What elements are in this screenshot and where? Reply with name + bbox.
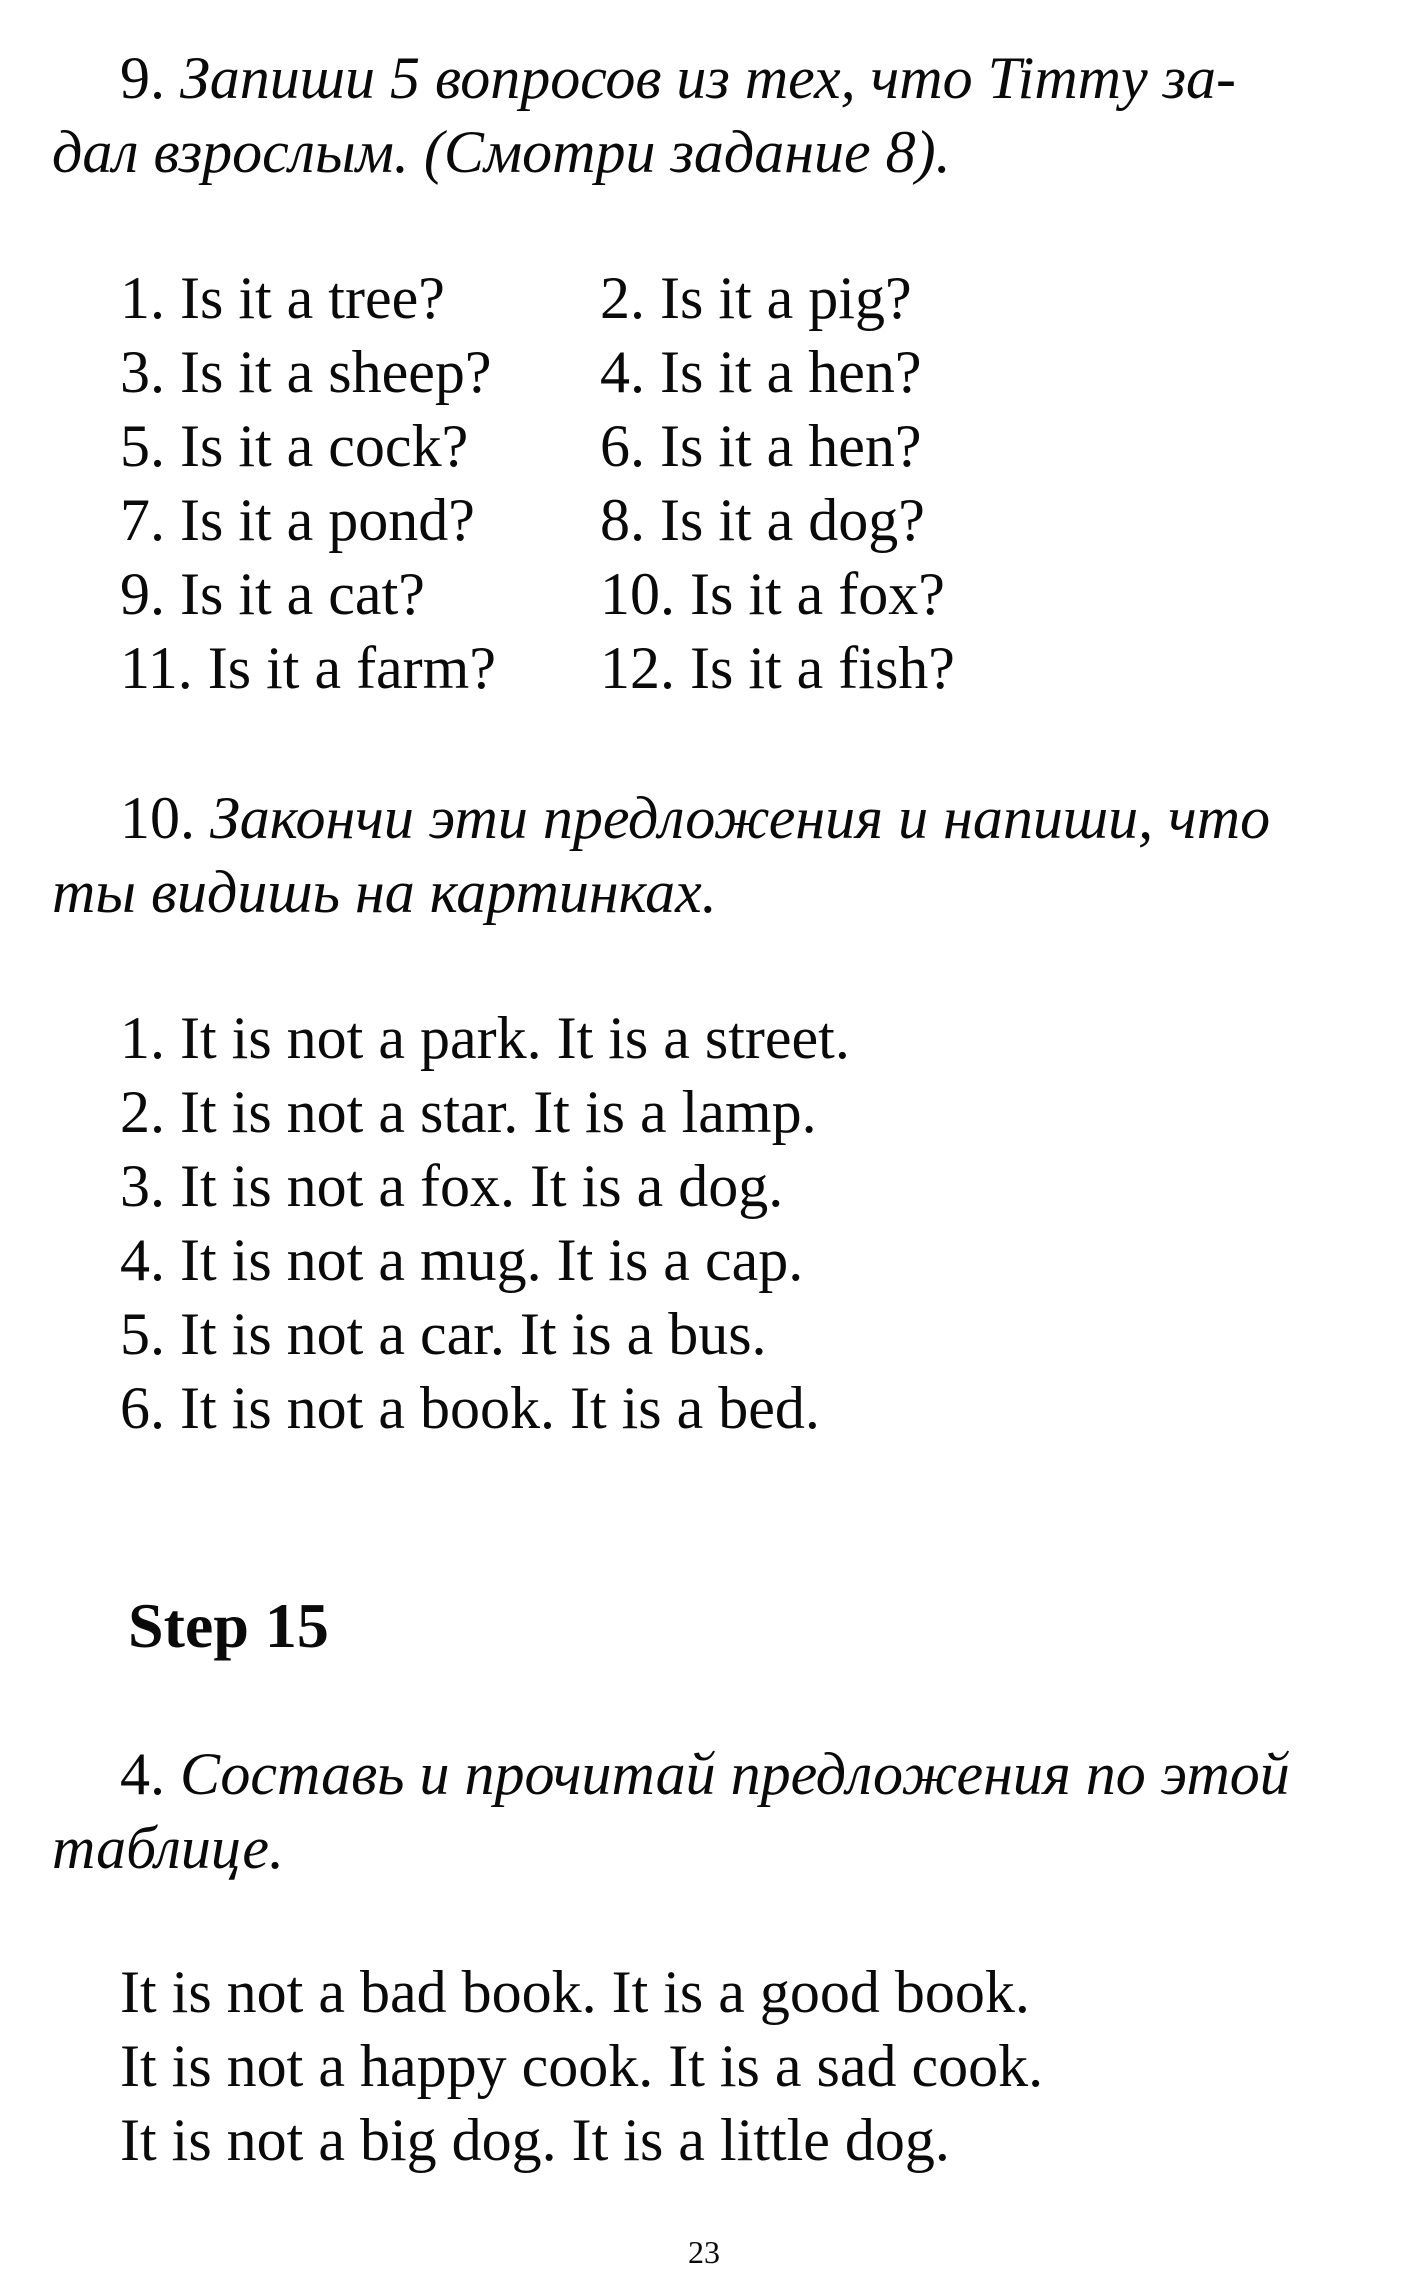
sentence-item: 4. It is not a mug. It is a cap. [120, 1227, 804, 1293]
question-item: 5. Is it a cock? [120, 413, 469, 479]
exercise-9-instruction-text: Запиши 5 вопросов из тех, что Timmy за- [180, 45, 1237, 111]
question-item: 2. Is it a pig? [600, 265, 912, 331]
question-item: 8. Is it a dog? [600, 487, 925, 553]
sentence-item: It is not a happy cook. It is a sad cook. [120, 2033, 1044, 2099]
question-item: 11. Is it a farm? [120, 635, 496, 701]
question-item: 7. Is it a pond? [120, 487, 475, 553]
exercise-4-instruction-line1 [120, 1741, 1290, 1807]
exercise-9-instruction-line2: дал взрослым. (Смотри задание 8). [52, 119, 951, 185]
exercise-4-number: 4. [120, 1741, 165, 1807]
sentence-item: 6. It is not a book. It is a bed. [120, 1375, 820, 1441]
question-item: 3. Is it a sheep? [120, 339, 492, 405]
exercise-4-instruction-text: Составь и прочитай предложения по этой [180, 1741, 1290, 1807]
exercise-9-number: 9. [120, 45, 165, 111]
exercise-10-instruction-line2: ты видишь на картинках. [52, 859, 717, 925]
question-item: 12. Is it a fish? [600, 635, 955, 701]
question-item: 1. Is it a tree? [120, 265, 445, 331]
sentence-item: It is not a bad book. It is a good book. [120, 1959, 1030, 2025]
sentence-item: 5. It is not a car. It is a bus. [120, 1301, 767, 1367]
step-heading: Step 15 [128, 1590, 329, 1661]
exercise-9-instruction-line1 [120, 45, 1237, 111]
exercise-10-instruction-text: Закончи эти предложения и напиши, что [210, 785, 1271, 851]
exercise-10-number: 10. [120, 785, 195, 851]
question-item: 4. Is it a hen? [600, 339, 922, 405]
page-number: 23 [688, 2234, 720, 2270]
sentence-item: It is not a big dog. It is a little dog. [120, 2107, 950, 2173]
exercise-4-instruction-line2: таблице. [52, 1815, 285, 1881]
exercise-10-instruction-line1 [120, 785, 1271, 851]
question-item: 9. Is it a cat? [120, 561, 425, 627]
sentence-item: 2. It is not a star. It is a lamp. [120, 1079, 817, 1145]
question-item: 10. Is it a fox? [600, 561, 945, 627]
sentence-item: 1. It is not a park. It is a street. [120, 1005, 850, 1071]
question-item: 6. Is it a hen? [600, 413, 922, 479]
sentence-item: 3. It is not a fox. It is a dog. [120, 1153, 784, 1219]
